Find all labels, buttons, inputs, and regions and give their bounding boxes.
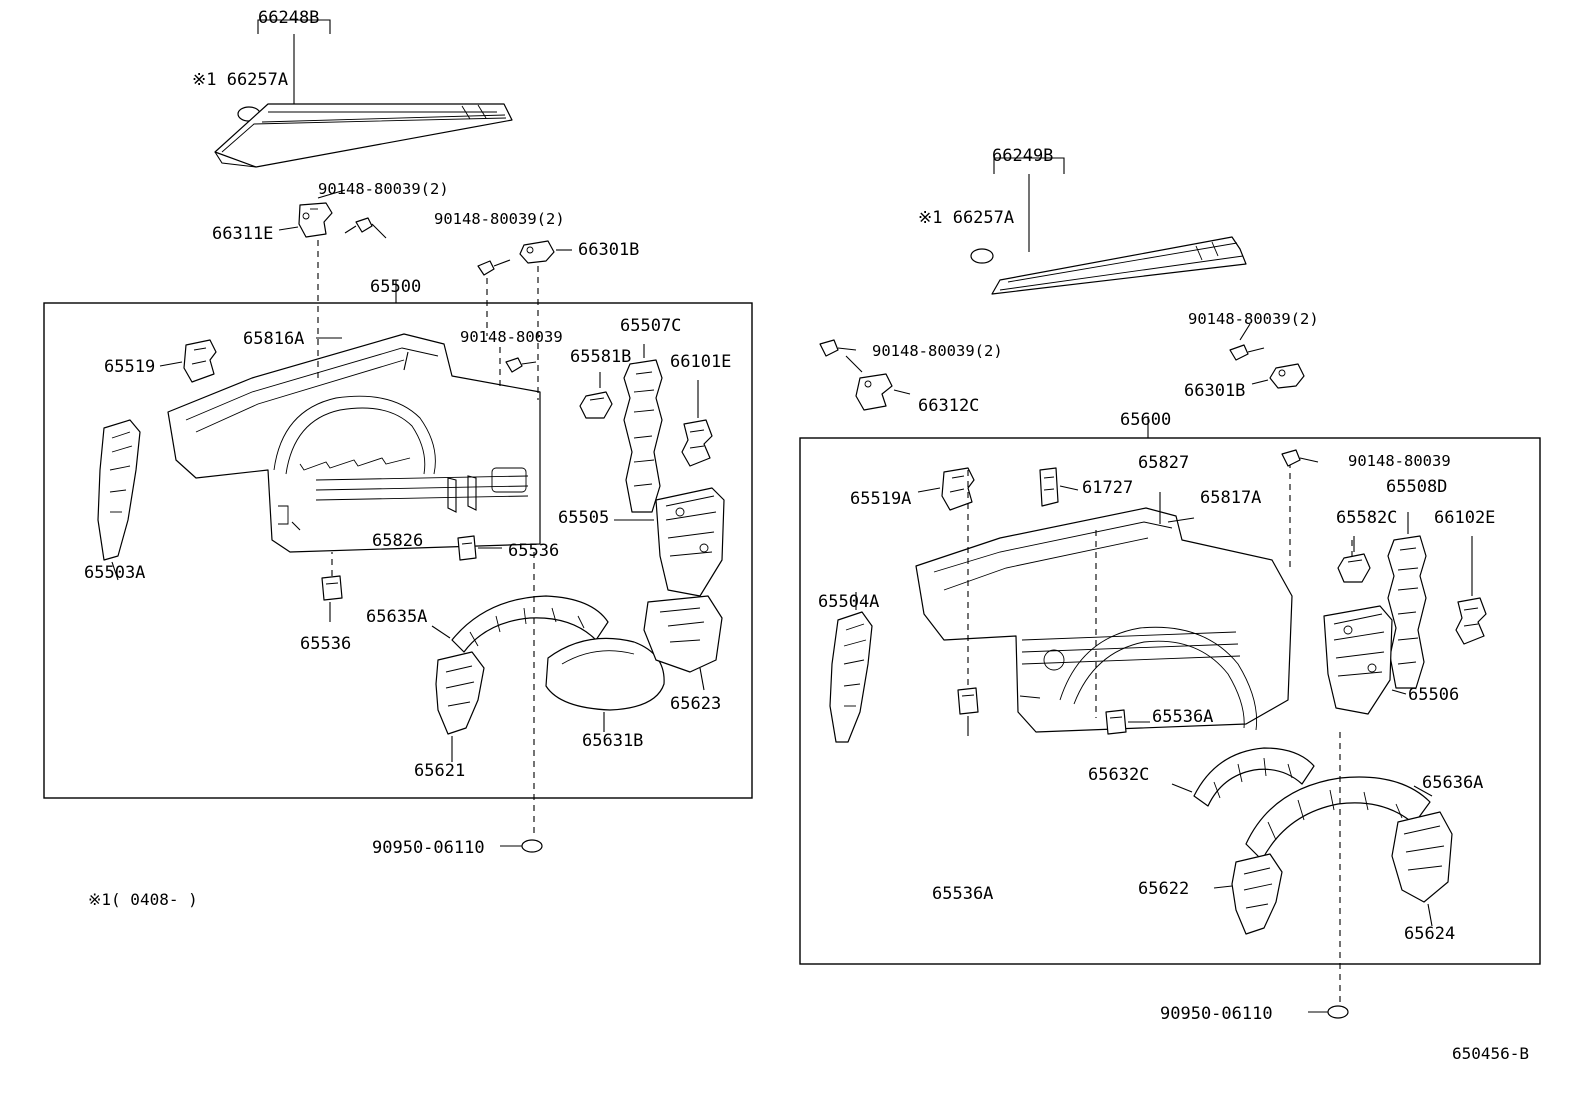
part-label-65536a-a: 65536A bbox=[1152, 707, 1214, 727]
part-label-65632c: 65632C bbox=[1088, 765, 1150, 785]
part-label-66301b-right: 66301B bbox=[1184, 381, 1246, 401]
part-label-66312c: 66312C bbox=[918, 396, 980, 416]
part-label-66101e: 66101E bbox=[670, 352, 732, 372]
part-label-65623: 65623 bbox=[670, 694, 722, 714]
part-label-65636a: 65636A bbox=[1422, 773, 1484, 793]
part-label-65816a: 65816A bbox=[243, 329, 305, 349]
part-label-90950-06110-right: 90950-06110 bbox=[1160, 1004, 1273, 1024]
frame-label-65600: 65600 bbox=[1120, 410, 1172, 430]
frame-label-65500: 65500 bbox=[370, 277, 422, 297]
footnote-note1: ※1( 0408- ) bbox=[88, 890, 198, 909]
part-label-65519a: 65519A bbox=[850, 489, 912, 509]
part-label-65624: 65624 bbox=[1404, 924, 1456, 944]
part-label-66102e: 66102E bbox=[1434, 508, 1496, 528]
part-label-65826: 65826 bbox=[372, 531, 424, 551]
part-label-90148-80039-c: 90148-80039 bbox=[460, 328, 563, 346]
part-label-65536-a: 65536 bbox=[508, 541, 560, 561]
part-label-65582c: 65582C bbox=[1336, 508, 1398, 528]
part-label-65635a: 65635A bbox=[366, 607, 428, 627]
part-label-65506: 65506 bbox=[1408, 685, 1460, 705]
part-label-61727: 61727 bbox=[1082, 478, 1134, 498]
part-label-65581b: 65581B bbox=[570, 347, 632, 367]
part-label-66301b: 66301B bbox=[578, 240, 640, 260]
part-label-65504a: 65504A bbox=[818, 592, 880, 612]
part-label-65505: 65505 bbox=[558, 508, 610, 528]
part-label-65508d: 65508D bbox=[1386, 477, 1448, 497]
part-label-66257a: ※1 66257A bbox=[192, 70, 289, 90]
part-label-65631b: 65631B bbox=[582, 731, 644, 751]
part-label-90148-80039-2-d: 90148-80039(2) bbox=[872, 342, 1003, 360]
part-label-65507c: 65507C bbox=[620, 316, 682, 336]
part-label-65622: 65622 bbox=[1138, 879, 1190, 899]
part-label-90148-80039-2-b: 90148-80039(2) bbox=[434, 210, 565, 228]
part-label-66257a-right: ※1 66257A bbox=[918, 208, 1015, 228]
part-label-90148-80039-2-c: 90148-80039(2) bbox=[1188, 310, 1319, 328]
part-label-66311e: 66311E bbox=[212, 224, 274, 244]
part-label-65827: 65827 bbox=[1138, 453, 1190, 473]
part-label-90148-80039-2-a: 90148-80039(2) bbox=[318, 180, 449, 198]
part-label-65519: 65519 bbox=[104, 357, 156, 377]
sheet-code: 650456-B bbox=[1452, 1044, 1530, 1063]
part-label-90148-80039-e: 90148-80039 bbox=[1348, 452, 1451, 470]
part-label-65621: 65621 bbox=[414, 761, 466, 781]
part-label-65817a: 65817A bbox=[1200, 488, 1262, 508]
part-label-66249b: 66249B bbox=[992, 146, 1054, 166]
part-label-65536a-b: 65536A bbox=[932, 884, 994, 904]
part-label-65536-b: 65536 bbox=[300, 634, 352, 654]
part-label-90950-06110-left: 90950-06110 bbox=[372, 838, 485, 858]
part-label-66248b: 66248B bbox=[258, 8, 320, 28]
part-label-65503a: 65503A bbox=[84, 563, 146, 583]
